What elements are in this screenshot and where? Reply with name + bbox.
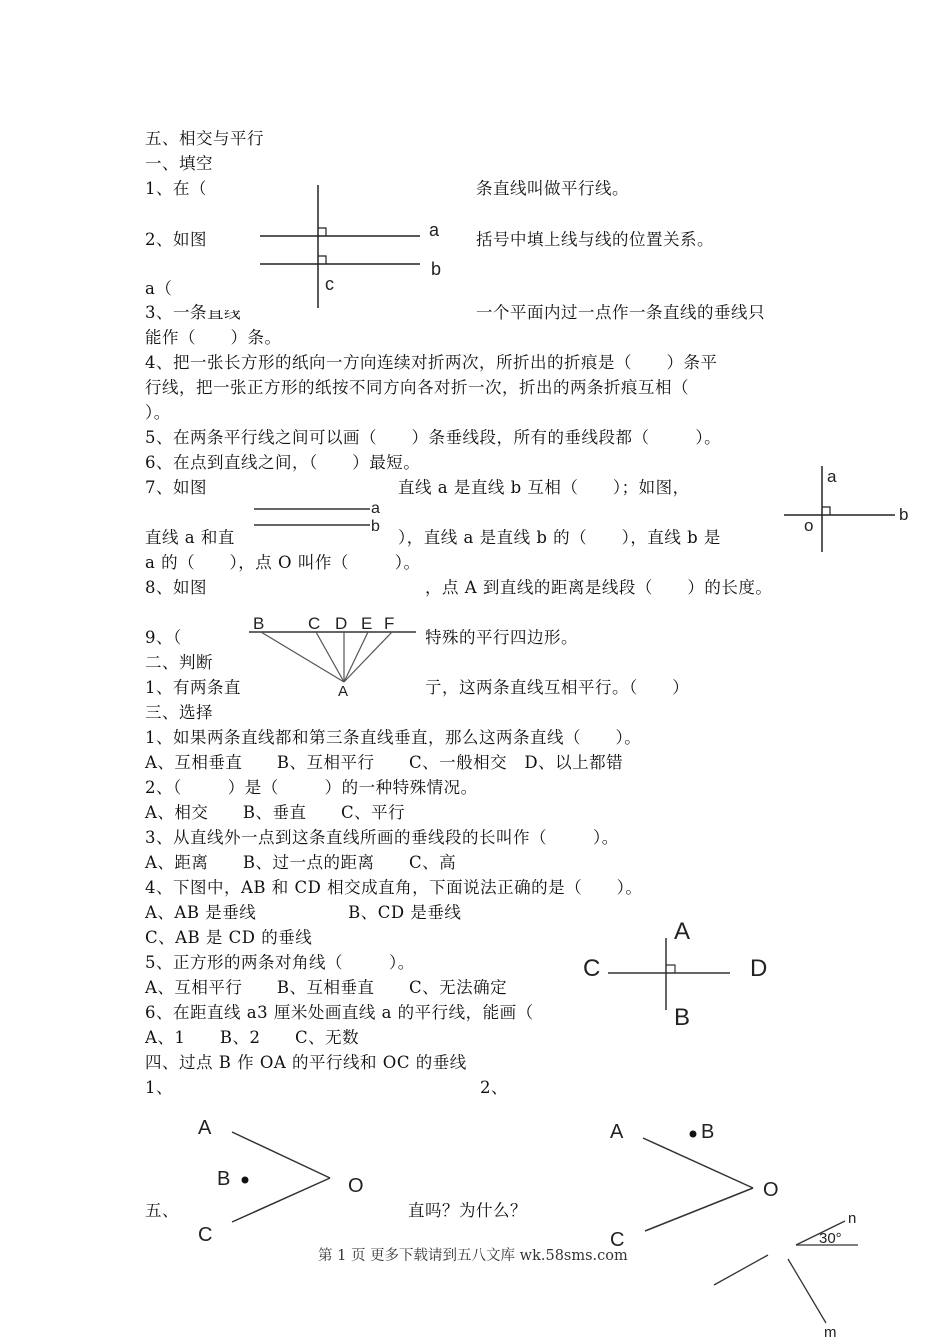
question-7: 7、如图 — [145, 478, 207, 497]
label-C: C — [198, 1224, 213, 1246]
label-B: B — [217, 1168, 231, 1190]
label-O: O — [348, 1175, 364, 1197]
segment-AC — [316, 632, 344, 682]
point-B — [690, 1131, 697, 1138]
label-angle: 30° — [819, 1230, 842, 1247]
label-n: n — [848, 1210, 857, 1227]
segment-AE — [344, 632, 368, 682]
question-4a: 4、把一张长方形的纸向一方向连续对折两次，所折出的折痕是（ ）条平 — [145, 353, 718, 372]
label-A: A — [198, 1117, 212, 1139]
segment-AB — [261, 632, 344, 682]
label-b: b — [899, 505, 909, 524]
figure-ab-cd — [578, 912, 778, 1034]
question-9-end: 特殊的平行四边形。 — [425, 628, 578, 647]
choice-6-options: A、1 B、2 C、无数 — [145, 1028, 360, 1047]
question-5: 5、在两条平行线之间可以画（ ）条垂线段，所有的垂线段都（ ）。 — [145, 428, 722, 447]
heading-5: 五、 — [145, 1201, 179, 1220]
label-A: A — [338, 683, 349, 700]
choice-2-options: A、相交 B、垂直 C、平行 — [145, 803, 406, 822]
choice-1-options: A、互相垂直 B、互相平行 C、一般相交 D、以上都错 — [145, 753, 624, 772]
question-1: 1、在（ — [145, 179, 207, 198]
line-m — [788, 1259, 826, 1323]
question-3-mid: 一个平面内过一点作一条直线的垂线只 — [476, 303, 765, 322]
label-a: a — [371, 500, 380, 517]
right-angle-mark — [822, 507, 830, 515]
figure-parallel-lines — [250, 494, 396, 536]
choice-2: 2、（ ）是（ ）的一种特殊情况。 — [145, 778, 478, 797]
section-title: 五、相交与平行 — [145, 129, 264, 148]
ray-OC — [232, 1178, 330, 1222]
label-c: c — [325, 274, 334, 294]
question-6: 6、在点到直线之间，（ ）最短。 — [145, 453, 421, 472]
figure-point-to-line — [244, 612, 426, 698]
question-7-line2: 直线 a 和直 — [145, 528, 235, 547]
right-angle-mark — [318, 228, 326, 236]
question-9: 9、（ — [145, 628, 182, 647]
choice-5: 5、正方形的两条对角线（ ）。 — [145, 953, 415, 972]
label-B: B — [253, 614, 265, 633]
label-D: D — [335, 614, 348, 633]
question-1-end: 条直线叫做平行线。 — [476, 179, 629, 198]
heading-choice: 三、选择 — [145, 703, 213, 722]
question-2-end: 括号中填上线与线的位置关系。 — [476, 230, 714, 249]
label-b: b — [431, 259, 442, 279]
question-8: 8、如图 — [145, 578, 207, 597]
label-a: a — [429, 220, 440, 240]
question-3: 3、一条直线 — [145, 303, 241, 322]
choice-1: 1、如果两条直线都和第三条直线垂直，那么这两条直线（ ）。 — [145, 728, 642, 747]
question-7-line2-end: ），直线 a 是直线 b 的（ ），直线 b 是 — [398, 528, 721, 547]
line-m-left — [714, 1255, 768, 1285]
question-8-end: ，点 A 到直线的距离是线段（ ）的长度。 — [425, 578, 773, 597]
heading-draw: 四、过点 B 作 OA 的平行线和 OC 的垂线 — [145, 1053, 467, 1072]
label-F: F — [384, 614, 395, 633]
label-A: A — [674, 918, 691, 945]
judge-1-end: 亍，这两条直线互相平行。（ ） — [425, 678, 690, 697]
label-A: A — [610, 1121, 624, 1143]
question-4c: ）。 — [145, 403, 171, 422]
page-footer: 第 1 页 更多下载请到五八文库 wk.58sms.com — [318, 1248, 628, 1264]
heading-judge: 二、判断 — [145, 653, 213, 672]
question-7-line3: a 的（ ），点 O 叫作（ ）。 — [145, 553, 421, 572]
figure-lines-nm — [708, 1205, 870, 1340]
ray-OA — [643, 1138, 753, 1188]
right-angle-mark — [318, 256, 326, 264]
choice-3: 3、从直线外一点到这条直线所画的垂线段的长叫作（ ）。 — [145, 828, 619, 847]
ray-OA — [232, 1132, 330, 1178]
label-b: b — [371, 518, 380, 535]
label-C: C — [610, 1229, 625, 1251]
label-E: E — [361, 614, 373, 633]
question-2-a: a（ — [145, 279, 173, 298]
label-B: B — [674, 1004, 691, 1031]
label-O: O — [763, 1179, 779, 1201]
figure-angle-1 — [190, 1110, 390, 1250]
heading-5-end: 直吗？为什么？ — [408, 1201, 527, 1220]
segment-AF — [344, 632, 392, 682]
question-3-end: 能作（ ）条。 — [145, 328, 282, 347]
label-m: m — [824, 1324, 837, 1341]
figure-parallel-perpendicular — [205, 180, 475, 310]
label-o: o — [804, 516, 814, 535]
choice-4-options-1: A、AB 是垂线 B、CD 是垂线 — [145, 903, 462, 922]
figure-perpendicular-ab — [780, 462, 915, 554]
question-4b: 行线，把一张正方形的纸按不同方向各对折一次，折出的两条折痕互相（ — [145, 378, 689, 397]
point-B — [242, 1177, 249, 1184]
label-D: D — [750, 955, 768, 982]
draw-1-number: 1、 — [145, 1078, 173, 1097]
choice-6: 6、在距直线 a3 厘米处画直线 a 的平行线，能画（ — [145, 1003, 534, 1022]
label-a: a — [827, 467, 837, 486]
draw-2-number: 2、 — [480, 1078, 508, 1097]
question-7-mid: 直线 a 是直线 b 互相（ ）；如图， — [398, 478, 690, 497]
choice-4-options-2: C、AB 是 CD 的垂线 — [145, 928, 313, 947]
right-angle-mark — [666, 965, 675, 973]
choice-4: 4、下图中，AB 和 CD 相交成直角，下面说法正确的是（ ）。 — [145, 878, 643, 897]
choice-5-options: A、互相平行 B、互相垂直 C、无法确定 — [145, 978, 508, 997]
heading-fill-blank: 一、填空 — [145, 154, 213, 173]
question-2: 2、如图 — [145, 230, 207, 249]
label-C: C — [308, 614, 321, 633]
judge-1: 1、有两条直 — [145, 678, 241, 697]
choice-3-options: A、距离 B、过一点的距离 C、高 — [145, 853, 457, 872]
label-C: C — [583, 955, 601, 982]
label-B: B — [701, 1121, 715, 1143]
